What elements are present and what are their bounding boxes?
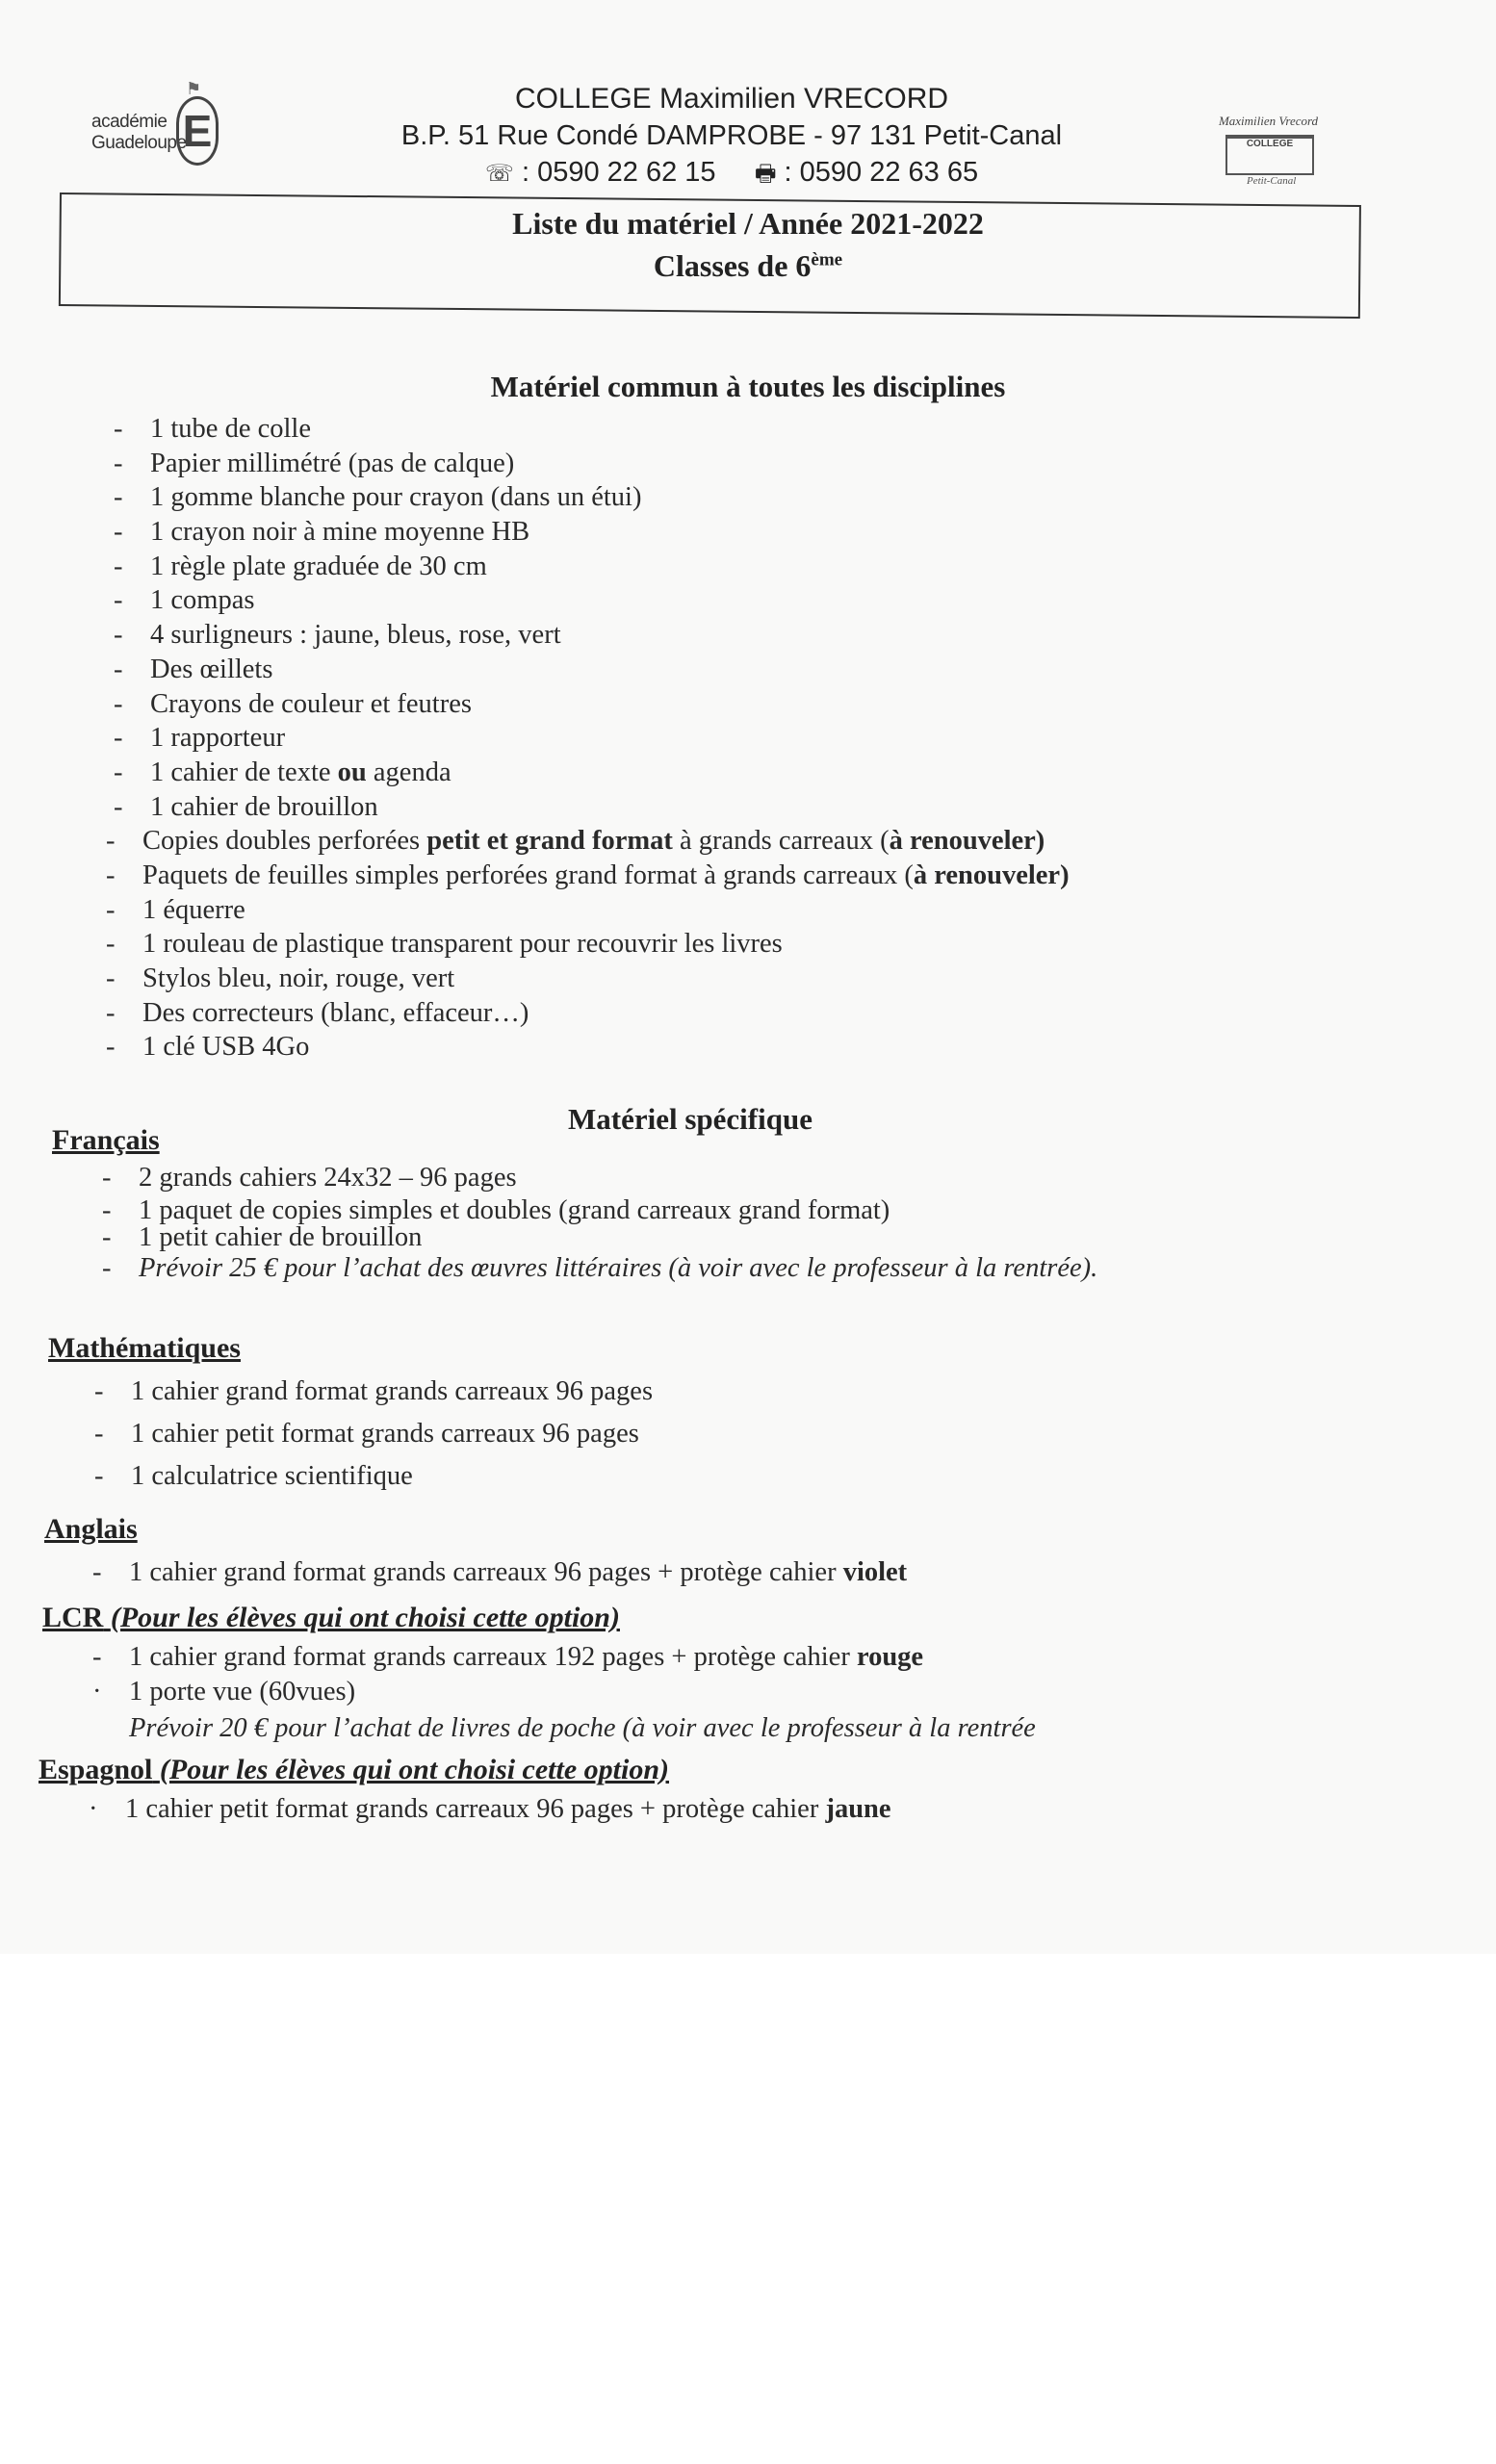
common-material-list xyxy=(106,412,1077,1065)
list-item: · 1 porte vue (60vues) xyxy=(92,1677,356,1707)
list-item: - 1 petit cahier de brouillon xyxy=(102,1222,423,1252)
lcr-list xyxy=(92,1638,1036,1748)
list-item: - 1 règle plate graduée de 30 cm xyxy=(114,551,487,581)
list-item: - 1 gomme blanche pour crayon (dans un étui) xyxy=(114,482,642,513)
list-item: Prévoir 20 € pour l’achat de livres de poche (à voir avec le professeur à la rentrée xyxy=(129,1713,1036,1743)
list-item: - Des œillets xyxy=(114,654,273,684)
list-item: - 1 compas xyxy=(114,585,255,616)
francais-list xyxy=(102,1159,1098,1288)
academie-guadeloupe-logo xyxy=(91,75,226,181)
flag-icon: ⚑ xyxy=(186,79,202,99)
school-name: COLLEGE Maximilien VRECORD xyxy=(514,83,949,115)
list-item: - 1 cahier de texte ou agenda xyxy=(114,757,451,787)
fax-number: : 0590 22 63 65 xyxy=(784,157,979,188)
list-item: - Copies doubles perforées petit et grand format à grands carreaux (à renouveler) xyxy=(106,826,1045,857)
list-item: - 4 surligneurs : jaune, bleus, rose, vert xyxy=(114,620,561,651)
fax-icon: 🖶 xyxy=(754,160,777,187)
list-item: - 1 cahier grand format grands carreaux 96 pages + protège cahier violet xyxy=(92,1557,908,1587)
school-address: B.P. 51 Rue Condé DAMPROBE - 97 131 Petit-Canal xyxy=(400,120,1063,151)
list-item: - Crayons de couleur et feutres xyxy=(114,688,472,719)
list-item: - 1 équerre xyxy=(106,894,245,925)
college-logo-place: Petit-Canal xyxy=(1247,175,1297,187)
list-item: - Des correcteurs (blanc, effaceur…) xyxy=(106,997,529,1028)
college-building-icon xyxy=(1225,135,1314,175)
phone-number: : 0590 22 62 15 xyxy=(521,157,716,188)
list-item: - 1 crayon noir à mine moyenne HB xyxy=(114,517,530,548)
subject-lcr: LCR (Pour les élèves qui ont choisi cette option) xyxy=(42,1602,620,1633)
list-item: - 1 paquet de copies simples et doubles (grand carreaux grand format) xyxy=(102,1195,890,1225)
college-logo-arc-text: Maximilien Vrecord xyxy=(1218,114,1319,128)
list-item: - Papier millimétré (pas de calque) xyxy=(114,448,515,478)
list-item: - Paquets de feuilles simples perforées grand format à grands carreaux (à renouveler) xyxy=(106,860,1070,890)
subject-espagnol: Espagnol (Pour les élèves qui ont choisi cette option) xyxy=(39,1754,670,1785)
subject-mathematiques: Mathématiques xyxy=(48,1332,241,1364)
list-item: - Prévoir 25 € pour l’achat des œuvres littéraires (à voir avec le professeur à la rentrée). xyxy=(102,1253,1098,1283)
list-title: Liste du matériel / Année 2021-2022 xyxy=(512,206,984,241)
class-level xyxy=(0,248,1496,284)
list-item: - 1 cahier de brouillon xyxy=(114,791,378,822)
academie-logo-letter: E xyxy=(176,96,219,166)
college-logo-label: COLLEGE xyxy=(1246,139,1294,149)
academie-logo-text: académie Guadeloupe xyxy=(91,112,187,153)
list-item: - 1 cahier petit format grands carreaux 96 pages xyxy=(94,1419,639,1449)
anglais-list xyxy=(92,1553,908,1592)
class-level-prefix: Classes de 6 xyxy=(653,248,812,283)
list-item: - 1 clé USB 4Go xyxy=(106,1032,310,1063)
phone-icon: ☏ xyxy=(484,160,514,187)
list-item: - 1 tube de colle xyxy=(114,414,311,444)
list-item: - 1 cahier grand format grands carreaux 192 pages + protège cahier rouge xyxy=(92,1642,924,1672)
specific-material-heading: Matériel spécifique xyxy=(568,1102,812,1136)
option-note: (Pour les élèves qui ont choisi cette option) xyxy=(159,1754,670,1785)
list-item: - 1 calculatrice scientifique xyxy=(94,1461,413,1491)
school-header xyxy=(366,81,1097,192)
school-contacts xyxy=(366,154,1097,192)
common-material-heading: Matériel commun à toutes les disciplines xyxy=(490,370,1006,403)
list-item: - Stylos bleu, noir, rouge, vert xyxy=(106,963,455,993)
list-item: · 1 cahier petit format grands carreaux 96 pages + protège cahier jaune xyxy=(89,1794,891,1824)
option-note: (Pour les élèves qui ont choisi cette option) xyxy=(110,1602,620,1633)
subject-anglais: Anglais xyxy=(44,1513,138,1545)
subject-francais: Français xyxy=(52,1124,160,1156)
list-item: - 2 grands cahiers 24x32 – 96 pages xyxy=(102,1163,517,1193)
class-level-sup: ème xyxy=(811,249,843,270)
list-item: - 1 rapporteur xyxy=(114,723,286,754)
college-logo xyxy=(1208,114,1328,191)
espagnol-list xyxy=(89,1790,891,1829)
list-item: - 1 rouleau de plastique transparent pour recouvrir les livres xyxy=(106,929,783,960)
list-item: - 1 cahier grand format grands carreaux 96 pages xyxy=(94,1376,654,1406)
maths-list xyxy=(94,1373,654,1496)
